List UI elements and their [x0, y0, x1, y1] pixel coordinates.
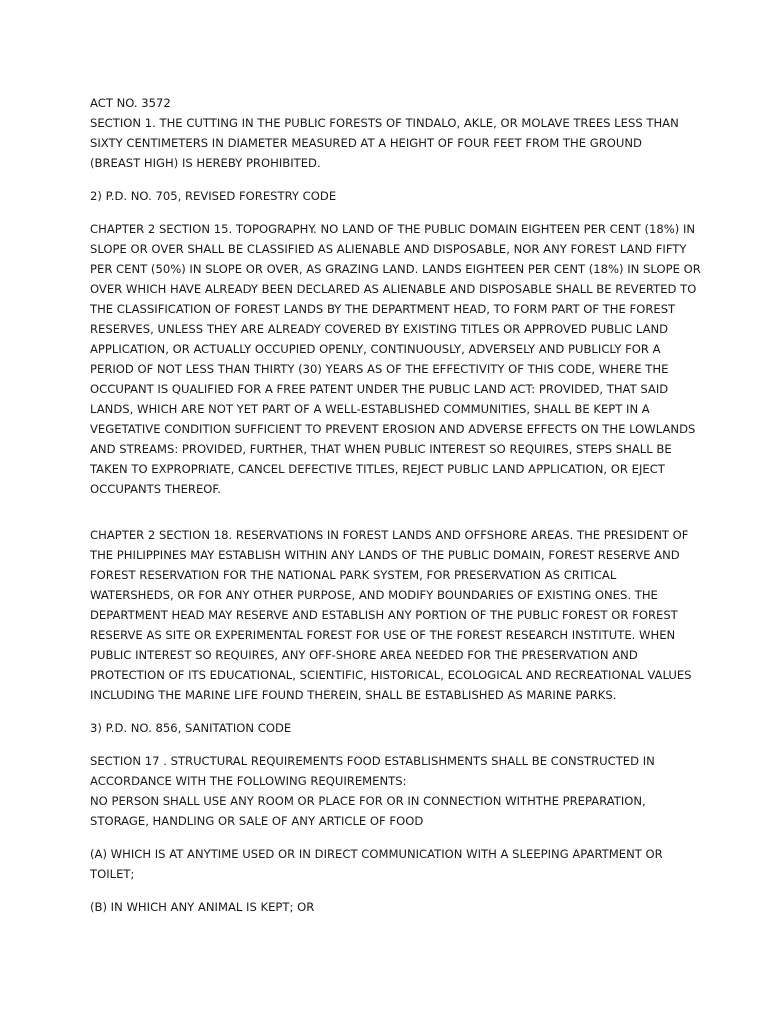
text-line: SECTION 1. THE CUTTING IN THE PUBLIC FORESTS OF TINDALO, AKLE, OR MOLAVE TREES LESS THAN — [90, 116, 679, 130]
paragraph-spacer — [90, 738, 682, 751]
act-title: ACT NO. 3572 — [90, 96, 171, 110]
section-heading: 2) P.D. NO. 705, REVISED FORESTRY CODE — [90, 189, 337, 203]
section-heading: 3) P.D. NO. 856, SANITATION CODE — [90, 721, 292, 735]
document-page — [90, 93, 701, 917]
text-line: AND STREAMS: PROVIDED, FURTHER, THAT WHEN PUBLIC INTEREST SO REQUIRES, STEPS SHALL BE — [90, 442, 672, 456]
text-line: THE CLASSIFICATION OF FOREST LANDS BY THE DEPARTMENT HEAD, TO FORM PART OF THE FOREST — [90, 302, 676, 316]
list-item: (B) IN WHICH ANY ANIMAL IS KEPT; OR — [90, 900, 315, 914]
text-line: STORAGE, HANDLING OR SALE OF ANY ARTICLE OF FOOD — [90, 814, 424, 828]
text-line: THE PHILIPPINES MAY ESTABLISH WITHIN ANY LANDS OF THE PUBLIC DOMAIN, FOREST RESERVE AND — [90, 548, 680, 562]
text-line: SLOPE OR OVER SHALL BE CLASSIFIED AS ALIENABLE AND DISPOSABLE, NOR ANY FOREST LAND FIFTY — [90, 242, 687, 256]
text-line: RESERVES, UNLESS THEY ARE ALREADY COVERED BY EXISTING TITLES OR APPROVED PUBLIC LAND — [90, 322, 669, 336]
text-line: PER CENT (50%) IN SLOPE OR OVER, AS GRAZING LAND. LANDS EIGHTEEN PER CENT (18%) IN SLOPE OR — [90, 262, 701, 276]
text-line: LANDS, WHICH ARE NOT YET PART OF A WELL-ESTABLISHED COMMUNITIES, SHALL BE KEPT IN A — [90, 402, 650, 416]
text-line: SECTION 17 . STRUCTURAL REQUIREMENTS FOOD ESTABLISHMENTS SHALL BE CONSTRUCTED IN — [90, 754, 655, 768]
text-line: DEPARTMENT HEAD MAY RESERVE AND ESTABLISH ANY PORTION OF THE PUBLIC FOREST OR FOREST — [90, 608, 678, 622]
text-line: VEGETATIVE CONDITION SUFFICIENT TO PREVENT EROSION AND ADVERSE EFFECTS ON THE LOWLANDS — [90, 422, 696, 436]
paragraph-spacer — [90, 173, 682, 186]
paragraph-section-15 — [90, 219, 701, 499]
paragraph-spacer — [90, 499, 682, 525]
paragraph-heading-sanitation-code — [90, 718, 682, 738]
text-line: OCCUPANT IS QUALIFIED FOR A FREE PATENT UNDER THE PUBLIC LAND ACT: PROVIDED, THAT SAID — [90, 382, 669, 396]
paragraph-section-17 — [90, 751, 682, 831]
paragraph-spacer — [90, 705, 682, 718]
paragraph-spacer — [90, 831, 682, 844]
text-line: PERIOD OF NOT LESS THAN THIRTY (30) YEARS AS OF THE EFFECTIVITY OF THIS CODE, WHERE THE — [90, 362, 669, 376]
text-line: CHAPTER 2 SECTION 15. TOPOGRAPHY. NO LAND OF THE PUBLIC DOMAIN EIGHTEEN PER CENT (18%) IN — [90, 222, 696, 236]
text-line: TAKEN TO EXPROPRIATE, CANCEL DEFECTIVE TITLES, REJECT PUBLIC LAND APPLICATION, OR EJECT — [90, 462, 665, 476]
text-line: ACCORDANCE WITH THE FOLLOWING REQUIREMENTS: — [90, 774, 407, 788]
list-item: (A) WHICH IS AT ANYTIME USED OR IN DIRECT COMMUNICATION WITH A SLEEPING APARTMENT OR — [90, 847, 663, 861]
paragraph-item-a — [90, 844, 682, 884]
text-line: OVER WHICH HAVE ALREADY BEEN DECLARED AS ALIENABLE AND DISPOSABLE SHALL BE REVERTED TO — [90, 282, 697, 296]
text-line: INCLUDING THE MARINE LIFE FOUND THEREIN, SHALL BE ESTABLISHED AS MARINE PARKS. — [90, 688, 617, 702]
text-line: OCCUPANTS THEREOF. — [90, 482, 221, 496]
text-line: CHAPTER 2 SECTION 18. RESERVATIONS IN FOREST LANDS AND OFFSHORE AREAS. THE PRESIDENT OF — [90, 528, 689, 542]
text-line: PUBLIC INTEREST SO REQUIRES, ANY OFF-SHORE AREA NEEDED FOR THE PRESERVATION AND — [90, 648, 638, 662]
text-line: APPLICATION, OR ACTUALLY OCCUPIED OPENLY, CONTINUOUSLY, ADVERSELY AND PUBLICLY FOR A — [90, 342, 661, 356]
paragraph-item-b — [90, 897, 682, 917]
text-line: NO PERSON SHALL USE ANY ROOM OR PLACE FOR OR IN CONNECTION WITHTHE PREPARATION, — [90, 794, 646, 808]
text-line: SIXTY CENTIMETERS IN DIAMETER MEASURED AT A HEIGHT OF FOUR FEET FROM THE GROUND — [90, 136, 642, 150]
paragraph-spacer — [90, 884, 682, 897]
text-line: RESERVE AS SITE OR EXPERIMENTAL FOREST FOR USE OF THE FOREST RESEARCH INSTITUTE. WHEN — [90, 628, 676, 642]
text-line: PROTECTION OF ITS EDUCATIONAL, SCIENTIFIC, HISTORICAL, ECOLOGICAL AND RECREATIONAL VALUES — [90, 668, 692, 682]
paragraph-heading-forestry-code — [90, 186, 682, 206]
text-line: (BREAST HIGH) IS HEREBY PROHIBITED. — [90, 156, 321, 170]
paragraph-act-3572 — [90, 93, 682, 173]
text-line: WATERSHEDS, OR FOR ANY OTHER PURPOSE, AND MODIFY BOUNDARIES OF EXISTING ONES. THE — [90, 588, 658, 602]
list-item: TOILET; — [90, 867, 135, 881]
text-line: FOREST RESERVATION FOR THE NATIONAL PARK SYSTEM, FOR PRESERVATION AS CRITICAL — [90, 568, 617, 582]
paragraph-section-18 — [90, 525, 692, 705]
paragraph-spacer — [90, 206, 682, 219]
